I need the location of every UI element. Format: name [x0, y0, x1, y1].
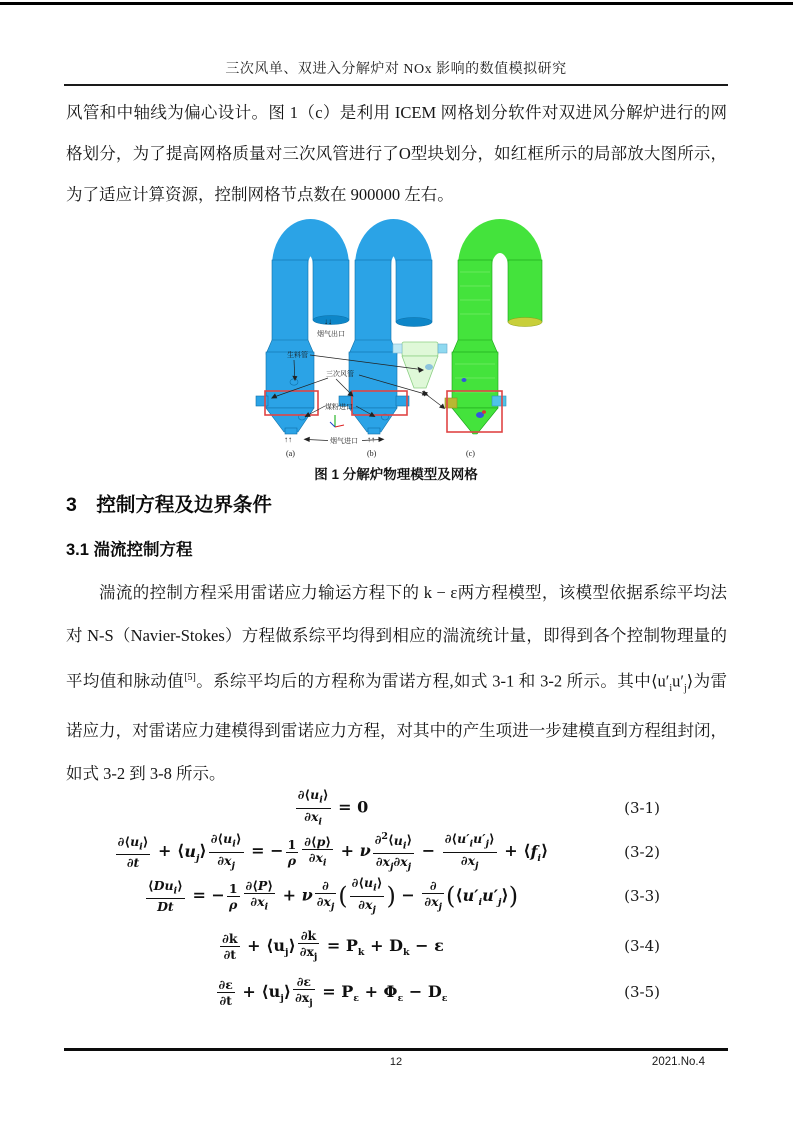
- detail-port: [425, 364, 433, 370]
- model-c-outlet-duct: [508, 260, 542, 322]
- equation-3-1: $\frac{\partial⟨u_i⟩}{\partial x_i}$ = 0: [297, 787, 369, 827]
- issue-label: 2021.No.4: [651, 1056, 705, 1068]
- model-c-riser: [458, 260, 492, 342]
- equation-number-3-3: (3-3): [624, 887, 660, 905]
- model-b-outlet-duct: [396, 260, 432, 322]
- model-a-bottom-inlet: [285, 428, 297, 434]
- header-rule: [64, 84, 728, 86]
- model-a-rawmeal-stub: [290, 379, 298, 385]
- model-c-body: [452, 352, 498, 408]
- detail-stub-left: [393, 344, 402, 353]
- label-tertiary-air-pipe: 三次风管: [326, 370, 354, 378]
- equation-row-3-1: [66, 786, 727, 830]
- label-raw-meal-pipe: 生料管: [287, 351, 308, 359]
- running-header-title: 三次风单、双进入分解炉对 NOx 影响的数值模拟研究: [225, 62, 567, 77]
- model-a-body: [266, 352, 314, 408]
- detail-cylinder: [402, 342, 438, 356]
- model-b-bottom-inlet: [368, 428, 380, 434]
- sublabel-b: (b): [367, 449, 377, 458]
- section-heading-3: 3 控制方程及边界条件: [66, 494, 272, 516]
- equation-3-4: $\frac{\partial k}{\partial t}$ + $⟨u_j⟩$ $\frac{\partial k}{\partial x_j}$ = $P_k + D_k - \varepsilon$: [222, 927, 444, 963]
- sublabel-c: (c): [466, 449, 475, 458]
- model-b-riser: [355, 260, 391, 342]
- model-a-tertiary-stub: [256, 396, 268, 406]
- equation-3-3: $⟨Du_i⟩$ Dt = − $\frac{1}{\rho}$ $\frac{\partial⟨P⟩}{\partial x_i}$ + ν ∂ $\partial x_j$ ( $\frac{\partial⟨u_i⟩}{\partial x_j}$ ) − ∂ $\partial x_j$ $(⟨u'_iu'_j⟩)$: [147, 875, 519, 915]
- model-c-mesh: [445, 236, 542, 434]
- equation-row-3-4: [66, 924, 727, 968]
- inlet-up-arrows-a-icon: ↑↑: [284, 435, 292, 444]
- model-b-body: [349, 352, 397, 408]
- inlet-up-arrows-b-icon: ↑↑: [367, 435, 375, 444]
- label-flue-gas-outlet: 烟气出口: [317, 330, 345, 338]
- subsection-heading-3-1: 3.1 湍流控制方程: [66, 541, 193, 559]
- figure-caption: 图 1 分解炉物理模型及网格: [314, 467, 478, 482]
- paragraph-turbulence-model: 湍流的控制方程采用雷诺应力输运方程下的 k − ε两方程模型，该模型依据系综平均法对 N-S（Navier-Stokes）方程做系综平均得到相应的湍流统计量，即得到各个控制物理量的平均值和脉动值[5]。系综平均后的方程称为雷诺方程,如式 3-1 和 3-2 所示。其中$⟨u'_iu'_j⟩$为雷诺应力，对雷诺应力建模得到雷诺应力方程，对其中的产生项进一步建模直到方程组封闭，如式 3-2 到 3-8 所示。: [66, 583, 727, 783]
- coordinate-axes-icon: [330, 415, 344, 427]
- sublabel-a: (a): [286, 449, 295, 458]
- equation-number-3-1: (3-1): [624, 799, 660, 817]
- model-a-riser: [272, 260, 308, 342]
- paragraph-grid-description: 风管和中轴线为偏心设计。图 1（c）是利用 ICEM 网格划分软件对双进风分解炉进行的网格划分，为了提高网格质量对三次风管进行了O型块划分，如红框所示的局部放大图所示，为了适应计算资源，控制网格节点数在 900000 左右。: [66, 103, 727, 204]
- outlet-down-arrows-icon: ↓↓: [324, 317, 332, 326]
- model-b-outlet-opening: [396, 318, 432, 327]
- equation-number-3-2: (3-2): [624, 843, 660, 861]
- detail-link-arrowhead-bottom: [439, 404, 445, 410]
- page-top-edge-bar: [0, 2, 793, 5]
- detail-stub-right: [438, 344, 447, 353]
- equation-number-3-5: (3-5): [624, 983, 660, 1001]
- model-c-outlet-opening: [508, 318, 542, 327]
- equation-row-3-5: [66, 970, 727, 1014]
- figure-canvas: [224, 212, 604, 464]
- equation-row-3-2: [66, 830, 727, 874]
- model-c-port-red: [482, 410, 486, 414]
- equation-number-3-4: (3-4): [624, 937, 660, 955]
- footer-rule: [64, 1048, 728, 1051]
- equation-row-3-3: [66, 874, 727, 918]
- model-a-outlet-duct: [313, 260, 349, 320]
- equation-3-2: $\frac{\partial⟨u_i⟩}{\partial t}$ + $⟨u_j⟩$ $\frac{\partial⟨u_i⟩}{\partial x_j}$ = − $\frac{1}{\rho}$ $\frac{\partial⟨p⟩}{\partial x_i}$ + ν $\frac{\partial^2⟨u_i⟩}{\partial x_j\partial x_j}$ − $\frac{\partial⟨u'_iu'_j⟩}{\partial x_j}$ + $⟨f_i⟩$: [117, 831, 549, 873]
- model-c-stub-right: [492, 396, 506, 406]
- label-flue-gas-inlet: 烟气进口: [330, 437, 358, 445]
- page-number: 12: [389, 1056, 403, 1068]
- figure-1: [224, 212, 604, 464]
- model-c-cone: [452, 408, 498, 434]
- model-c-port-small: [462, 378, 467, 382]
- label-coal-powder-inlet: 煤粉进口: [325, 403, 353, 411]
- equation-3-5: $\frac{\partial\varepsilon}{\partial t}$ + $⟨u_j⟩$ $\frac{\partial\varepsilon}{\partial x_j}$ = $P_\varepsilon + \Phi_\varepsilon - D_\varepsilon$: [218, 973, 448, 1009]
